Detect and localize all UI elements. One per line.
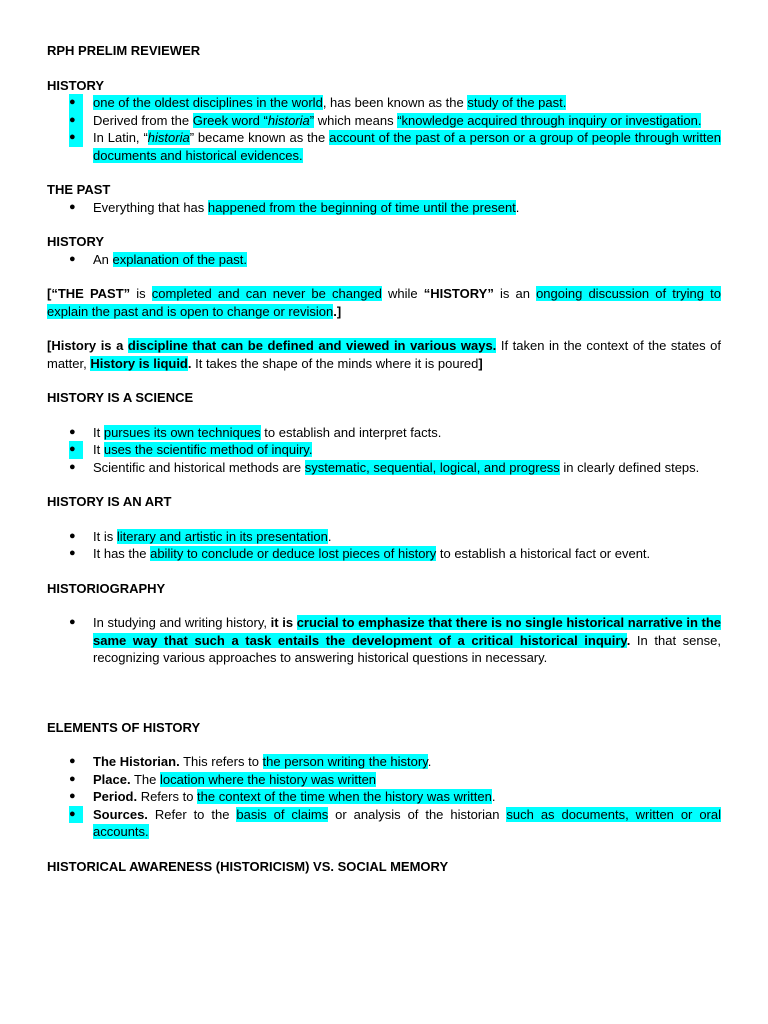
text: In that sense, recognizing various approaches to answering historical questions in necessary. — [93, 632, 721, 665]
text: Scientific and historical methods are — [93, 459, 305, 475]
text: in clearly defined steps. — [559, 459, 700, 475]
highlighted-text: pursues its own techniques — [103, 424, 261, 440]
section-history — [47, 77, 721, 165]
list-item — [47, 199, 721, 217]
list-item — [47, 614, 721, 667]
text: In studying and writing history, — [93, 615, 271, 630]
bullet-marker: ● — [69, 425, 76, 438]
list-item — [47, 129, 721, 164]
text: . — [515, 199, 520, 215]
list-item — [47, 441, 721, 459]
highlighted-bold-text: discipline that can be defined and viewed in various ways. — [127, 338, 497, 353]
list-item — [47, 459, 721, 477]
bullet-marker: ● — [69, 252, 76, 265]
bold-text: “HISTORY” — [423, 286, 494, 301]
text: is an — [493, 286, 537, 301]
section-heading: HISTORICAL AWARENESS (HISTORICISM) VS. SOCIAL MEMORY — [47, 858, 449, 874]
bold-text: . — [626, 632, 631, 648]
text: or analysis of the historian — [328, 806, 507, 822]
highlighted-text: happened from the beginning of time until the present — [207, 199, 516, 215]
text: It takes the shape of the minds where it is poured — [191, 355, 479, 371]
section-historiography — [47, 580, 721, 667]
bullet-marker: ● — [69, 616, 76, 628]
text: ” became known as the — [189, 130, 330, 145]
note-history-liquid — [47, 337, 721, 372]
bold-text: it is — [270, 615, 297, 630]
bold-text: Place. — [93, 771, 131, 787]
highlighted-bold-text: History is liquid — [90, 355, 188, 371]
bullet-marker: ● — [69, 129, 83, 147]
bullet-list — [47, 94, 721, 164]
highlighted-text: literary and artistic in its presentation — [116, 528, 328, 544]
highlighted-text: explanation of the past. — [112, 251, 247, 267]
list-item — [47, 94, 721, 112]
bold-text: [History is a — [47, 338, 128, 353]
highlighted-text: one of the oldest disciplines in the world — [93, 95, 323, 110]
bullet-marker: ● — [69, 547, 76, 559]
text: to establish and interpret facts. — [260, 424, 442, 440]
highlighted-text: the context of the time when the history was written — [197, 789, 492, 804]
text: . — [491, 789, 496, 804]
bullet-marker: ● — [69, 112, 83, 130]
section-elements-of-history — [47, 719, 721, 841]
text: It — [93, 424, 104, 440]
text: It is — [93, 528, 117, 544]
bullet-marker: ● — [69, 772, 76, 785]
text: An — [93, 251, 113, 267]
section-the-past — [47, 181, 721, 216]
bullet-list — [47, 199, 721, 217]
emphasis-text: historia — [267, 112, 310, 128]
highlighted-text: such as documents, written or oral accounts. — [93, 806, 721, 839]
bold-text: . — [187, 355, 192, 371]
text: which means — [314, 112, 398, 128]
bullet-list — [47, 251, 721, 269]
highlighted-text: ability to conclude or deduce lost pieces of history — [150, 546, 437, 561]
section-history-definition — [47, 233, 721, 268]
bullet-marker: ● — [69, 94, 83, 112]
text: The — [130, 771, 160, 787]
highlighted-text: completed and can never be changed — [151, 286, 382, 301]
bold-text: Period. — [93, 789, 138, 804]
bullet-list — [47, 753, 721, 841]
section-heading: HISTORY IS AN ART — [47, 494, 172, 509]
highlighted-text: study of the past. — [467, 95, 567, 110]
section-history-science — [47, 389, 721, 476]
bullet-marker: ● — [69, 790, 76, 802]
text: to establish a historical fact or event. — [436, 546, 651, 561]
list-item — [47, 424, 721, 442]
list-item — [47, 528, 721, 546]
emphasis-text: historia — [147, 130, 190, 145]
section-historical-awareness — [47, 858, 721, 876]
text: If taken in the context of the states of matter, — [47, 338, 721, 371]
text: . — [327, 528, 332, 544]
text: Refers to — [137, 789, 198, 804]
bold-text: [“THE PAST” — [47, 286, 131, 301]
highlighted-text: systematic, sequential, logical, and progress — [304, 459, 560, 475]
list-item — [47, 771, 721, 789]
highlighted-text: Greek word “ — [192, 112, 268, 128]
highlighted-text: “knowledge acquired through inquiry or investigation. — [397, 112, 702, 128]
text: It — [93, 442, 104, 457]
section-heading: THE PAST — [47, 182, 111, 197]
bullet-marker: ● — [69, 755, 76, 767]
text: , has been known as the — [322, 95, 468, 110]
note-past-vs-history — [47, 285, 721, 320]
text: In Latin, “ — [93, 130, 148, 145]
highlighted-text: uses the scientific method of inquiry. — [103, 442, 313, 457]
text: Derived from the — [93, 112, 193, 128]
bullet-list — [47, 424, 721, 477]
section-heading: ELEMENTS OF HISTORY — [47, 719, 201, 735]
highlighted-text: account of the past of a person or a group of people through written documents and historical evidences. — [93, 130, 721, 163]
section-heading: HISTORY — [47, 77, 105, 93]
list-item — [47, 112, 721, 130]
bullet-marker: ● — [69, 200, 76, 213]
highlighted-text: basis of claims — [236, 806, 329, 822]
text: . — [427, 754, 432, 769]
bullet-list — [47, 528, 721, 563]
bullet-marker: ● — [69, 441, 83, 459]
text: while — [381, 286, 424, 301]
list-item — [47, 545, 721, 563]
list-item — [47, 788, 721, 806]
text: Refer to the — [147, 806, 237, 822]
list-item — [47, 753, 721, 771]
bullet-marker: ● — [69, 529, 76, 542]
highlighted-text: location where the history was written — [159, 771, 377, 787]
section-history-art — [47, 493, 721, 563]
bold-text: .] — [333, 303, 342, 319]
highlighted-text: ongoing discussion of trying to explain the past and is open to change or revision — [47, 286, 721, 319]
text: Everything that has — [93, 199, 208, 215]
bold-text: Sources. — [93, 806, 148, 822]
document-title: RPH PRELIM REVIEWER — [47, 43, 201, 58]
bullet-list — [47, 614, 721, 667]
section-heading: HISTORIOGRAPHY — [47, 580, 166, 596]
list-item — [47, 806, 721, 841]
text: This refers to — [179, 754, 263, 769]
bold-text: The Historian. — [93, 754, 180, 769]
section-heading: HISTORY IS A SCIENCE — [47, 390, 194, 405]
highlighted-bold-text: crucial to emphasize that there is no single historical narrative in the same way that such a task entails the development of a critical historical inquiry — [93, 615, 722, 648]
section-heading: HISTORY — [47, 234, 105, 249]
highlighted-text: the person writing the history — [262, 754, 428, 769]
bullet-marker: ● — [69, 460, 76, 473]
list-item — [47, 251, 721, 269]
bullet-marker: ● — [69, 806, 83, 824]
highlighted-text: ” — [309, 112, 315, 128]
text: is — [130, 286, 152, 301]
bold-text: ] — [478, 355, 483, 371]
text: It has the — [93, 546, 151, 561]
